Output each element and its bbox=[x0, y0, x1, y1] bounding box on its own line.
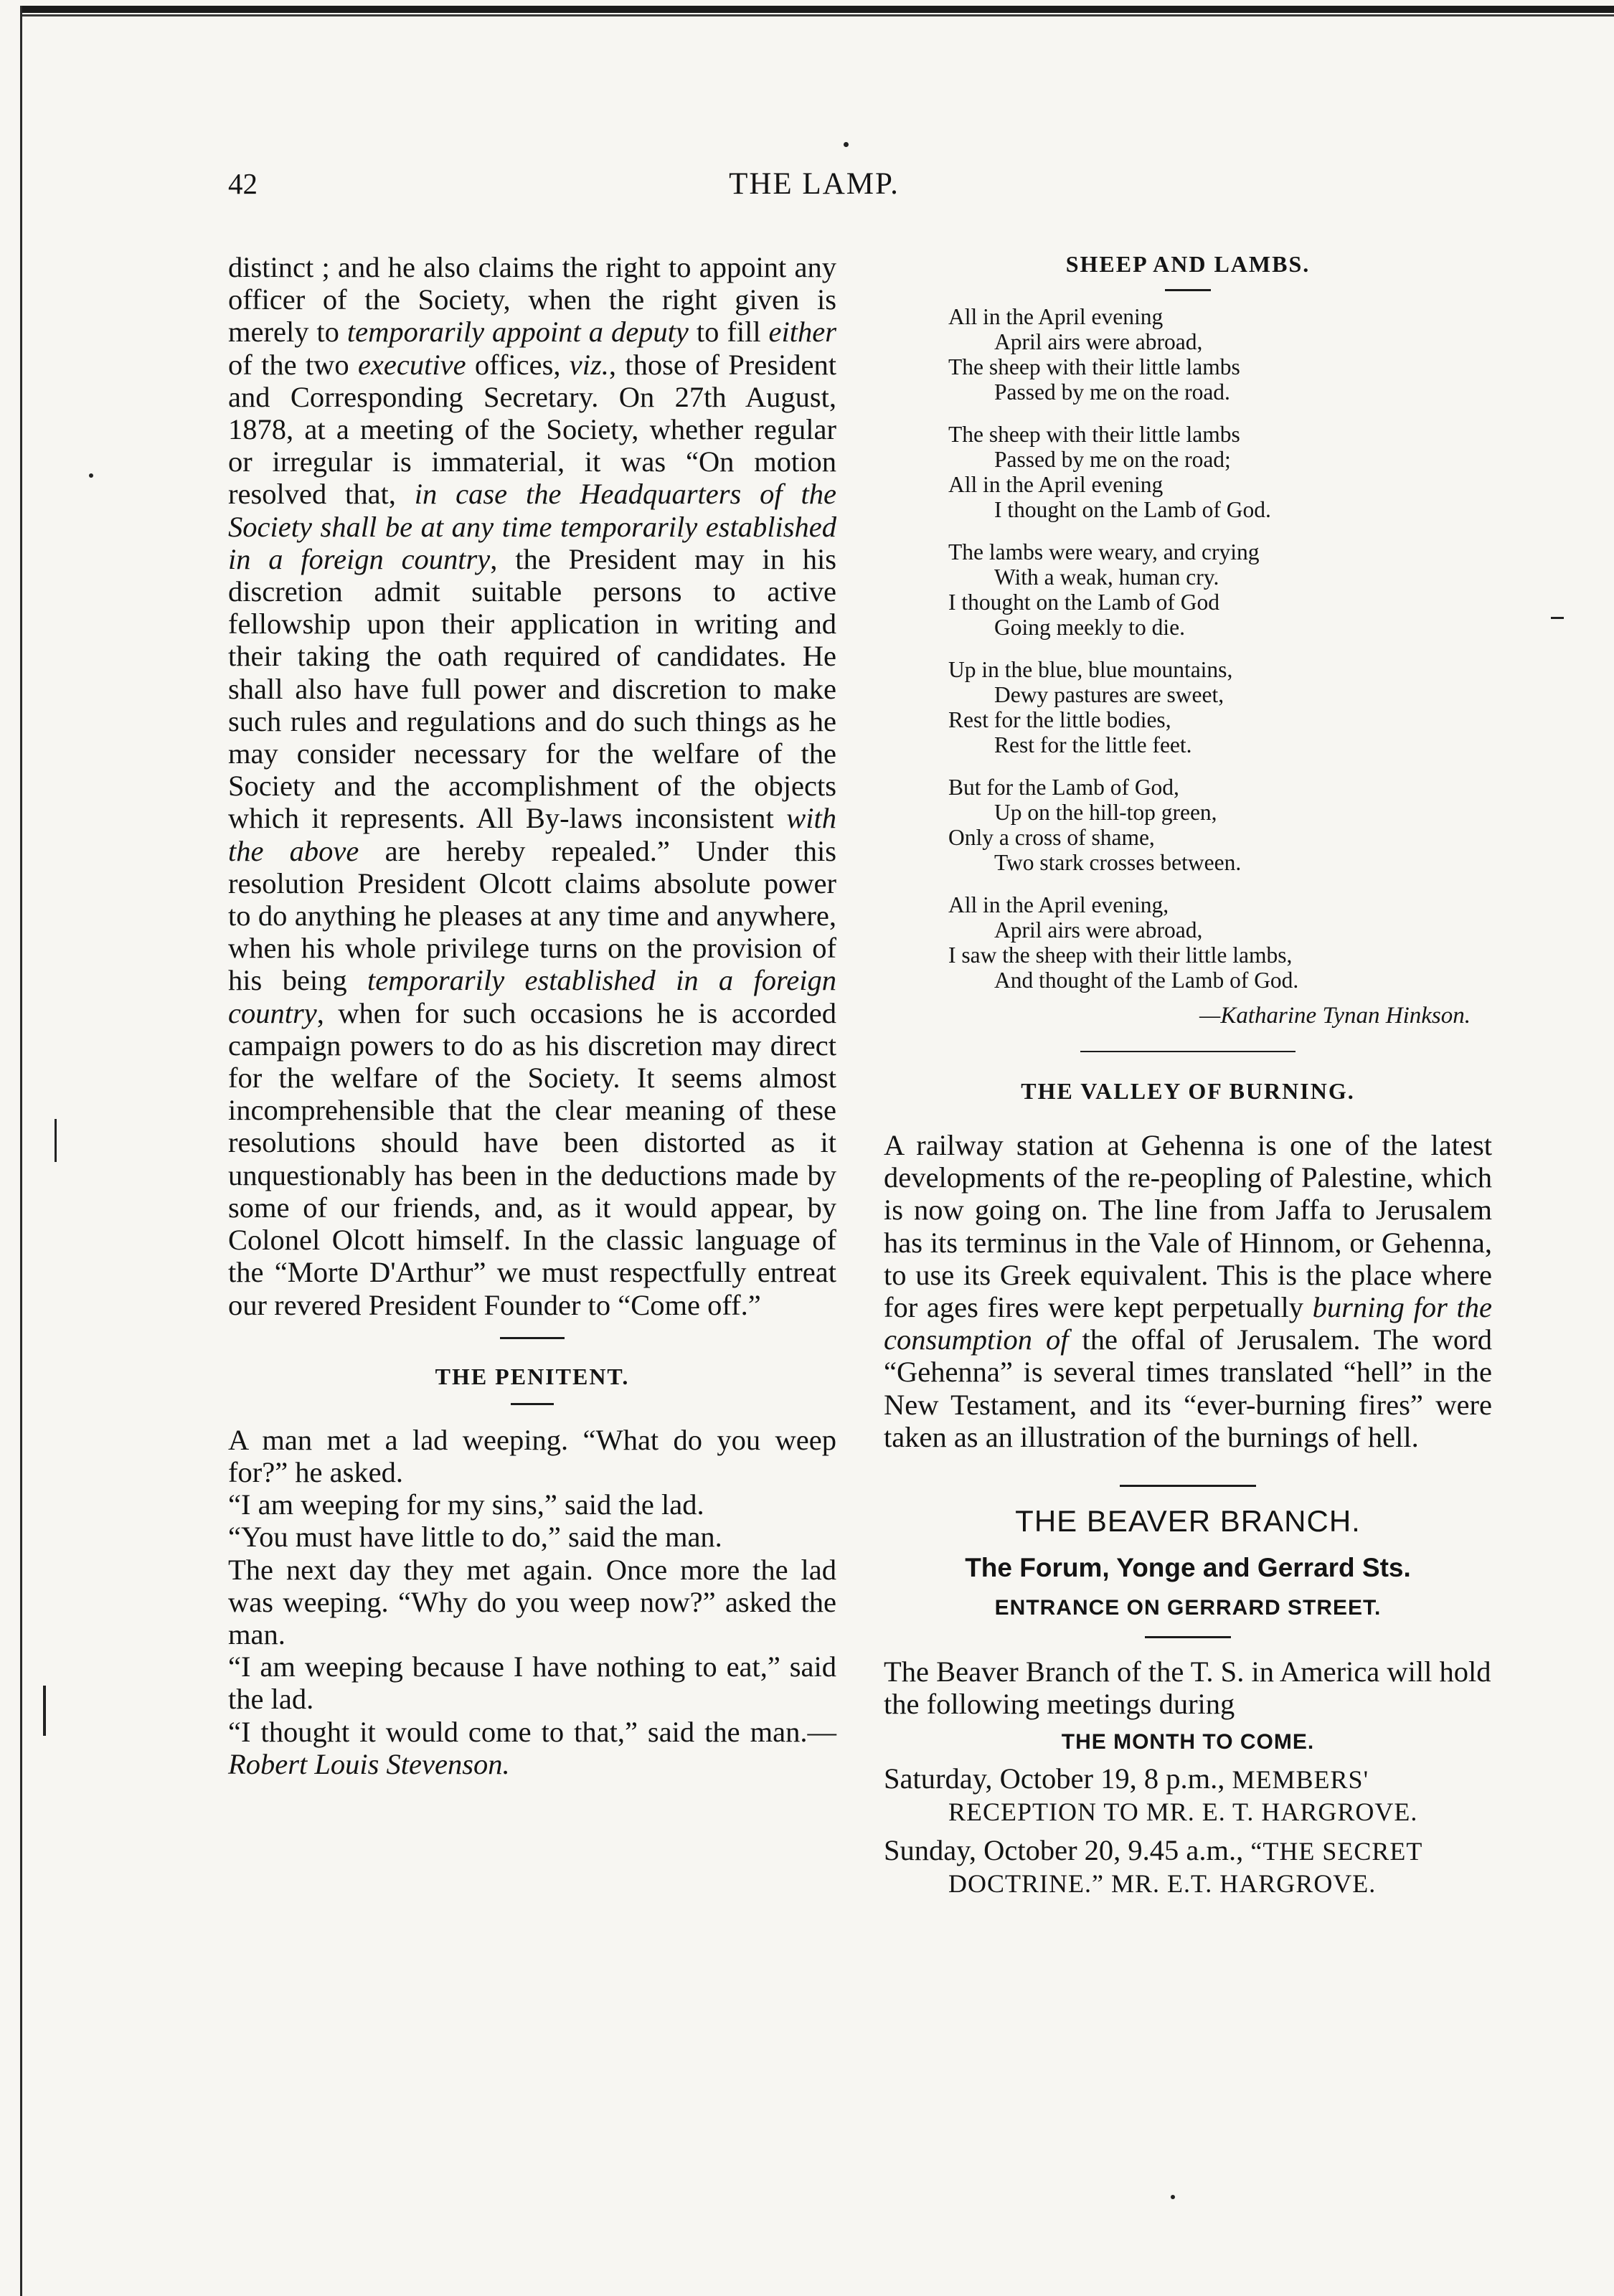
penitent-title: THE PENITENT. bbox=[435, 1363, 630, 1389]
month-heading: THE MONTH TO COME. bbox=[1061, 1730, 1315, 1754]
section-divider bbox=[1080, 1051, 1296, 1052]
penitent-author: Robert Louis Stevenson. bbox=[228, 1747, 510, 1780]
penitent-last-text: “I thought it would come to that,” said the man.— bbox=[228, 1715, 836, 1748]
poem-stanza bbox=[948, 657, 1492, 757]
penitent-paragraph: “I am weeping because I have nothing to eat,” said the lad. bbox=[228, 1650, 836, 1716]
event-item bbox=[884, 1835, 1492, 1899]
poem-line: All in the April evening, bbox=[948, 892, 1169, 917]
running-title: THE LAMP. bbox=[729, 167, 900, 201]
italic-run: temporarily established in a foreign country bbox=[228, 964, 837, 1029]
penitent-body bbox=[228, 1424, 836, 1780]
event-when: Saturday, October 19, 8 p.m., bbox=[884, 1762, 1225, 1795]
beaver-intro: The Beaver Branch of the T. S. in America will hold the following meetings during bbox=[884, 1655, 1491, 1721]
beaver-intro-block bbox=[884, 1655, 1492, 1720]
poem-line: All in the April evening bbox=[948, 304, 1164, 329]
poem-stanza bbox=[948, 422, 1492, 522]
valley-paragraph bbox=[884, 1129, 1492, 1453]
penitent-paragraph-last bbox=[228, 1716, 836, 1780]
event-when: Sunday, October 20, 9.45 a.m., bbox=[884, 1834, 1244, 1867]
text-run: are hereby repealed.” Under this resolution President Olcott claims absolute power to do anything he pleases at any time and anywhere, when his whole privilege turns on the provision of his being bbox=[228, 834, 836, 997]
ink-speck bbox=[844, 142, 849, 147]
top-scan-border-thin bbox=[22, 14, 1614, 16]
left-scan-edge bbox=[20, 6, 22, 2296]
poem-line: April airs were abroad, bbox=[994, 917, 1203, 943]
sheep-title: SHEEP AND LAMBS. bbox=[1065, 251, 1311, 277]
beaver-branch-entrance: ENTRANCE ON GERRARD STREET. bbox=[994, 1596, 1382, 1620]
poem-line: The lambs were weary, and crying bbox=[948, 539, 1260, 564]
poem-line: And thought of the Lamb of God. bbox=[994, 968, 1299, 993]
text-run: the offal of Jerusalem. The word “Gehenna” is several times translated “hell” in the New Testament, and its “ever-burning fires” were taken as an illustration of the burnings of hell. bbox=[884, 1323, 1492, 1453]
text-run: of the two bbox=[228, 348, 358, 381]
beaver-branch-title: THE BEAVER BRANCH. bbox=[1015, 1504, 1361, 1539]
section-divider bbox=[500, 1337, 565, 1339]
valley-body bbox=[884, 1129, 1492, 1453]
ink-speck bbox=[1171, 2195, 1175, 2199]
poem-line: April airs were abroad, bbox=[994, 329, 1203, 354]
poem-line: All in the April evening bbox=[948, 472, 1164, 497]
ink-speck bbox=[89, 473, 93, 478]
penitent-paragraph: “You must have little to do,” said the man. bbox=[228, 1521, 722, 1554]
italic-run: viz. bbox=[569, 348, 609, 381]
poem-line: I saw the sheep with their little lambs, bbox=[948, 943, 1293, 968]
poem-line: But for the Lamb of God, bbox=[948, 775, 1179, 800]
text-run: , the President may in his discretion admit suitable persons to active fellowship upon their application in writing and their taking the oath required of candidates. He shall also have full power and discretion to make such rules and regulations and do such things as he may consider necessary for the welfare of the Society and the accomplishment of the objects which it represents. All By-laws inconsistent bbox=[228, 542, 836, 835]
poem-line: Going meekly to die. bbox=[994, 615, 1185, 640]
poem-line: Passed by me on the road. bbox=[994, 379, 1230, 405]
section-divider bbox=[1120, 1485, 1256, 1487]
page-number: 42 bbox=[228, 167, 258, 200]
poem-stanza bbox=[948, 892, 1492, 993]
left-column bbox=[228, 251, 836, 1780]
penitent-paragraph: The next day they met again. Once more the lad was weeping. “Why do you weep now?” asked the man. bbox=[228, 1553, 836, 1650]
text-run: , those of President and Corresponding Secretary. On 27th August, 1878, at a meeting of the Society, whether regular or irregular is immaterial, it was “On motion resolved that, bbox=[228, 348, 836, 511]
poem-line: Up in the blue, blue mountains, bbox=[948, 657, 1233, 682]
ink-speck bbox=[55, 1119, 57, 1162]
italic-run: with the above bbox=[228, 802, 836, 867]
top-scan-border bbox=[22, 6, 1614, 13]
valley-title: THE VALLEY OF BURNING. bbox=[1021, 1078, 1355, 1104]
poem-line: With a weak, human cry. bbox=[994, 564, 1219, 590]
title-underline bbox=[1145, 1636, 1231, 1638]
italic-run: either bbox=[768, 316, 837, 349]
poem-attribution: —Katharine Tynan Hinkson. bbox=[1199, 1003, 1471, 1029]
ink-speck bbox=[43, 1686, 46, 1736]
text-run: offices, bbox=[466, 348, 570, 381]
ink-speck bbox=[1551, 617, 1564, 619]
event-item bbox=[884, 1763, 1492, 1828]
poem-stanza bbox=[948, 539, 1492, 640]
text-run: , when for such occasions he is accorded campaign powers to do as his discretion may direct for the welfare of the Society. It seems almost incomprehensible that the clear meaning of these resolutions should have been distorted as it unquestionably has been in the deductions made by some of our friends, and, as it would appear, by Colonel Olcott himself. In the classic language of the “Morte D'Arthur” we must respectfully entreat our revered President Founder to “Come off.” bbox=[228, 996, 836, 1321]
beaver-branch-subtitle: The Forum, Yonge and Gerrard Sts. bbox=[965, 1553, 1411, 1583]
poem-line: Dewy pastures are sweet, bbox=[994, 682, 1224, 707]
sheep-poem bbox=[948, 304, 1492, 993]
poem-line: Only a cross of shame, bbox=[948, 825, 1155, 850]
poem-stanza bbox=[948, 775, 1492, 875]
poem-line: Up on the hill-top green, bbox=[994, 800, 1217, 825]
poem-line: Passed by me on the road; bbox=[994, 447, 1231, 472]
penitent-paragraph: “I am weeping for my sins,” said the lad. bbox=[228, 1488, 704, 1521]
text-run: distinct ; and he also claims the right to appoint any officer of the Society, when the right given is merely to bbox=[228, 251, 836, 349]
title-underline bbox=[1165, 289, 1211, 291]
italic-run: executive bbox=[357, 348, 466, 381]
text-run: A railway station at Gehenna is one of the latest developments of the re-peopling of Palestine, which is now going on. The line from Jaffa to Jerusalem has its terminus in the Vale of Hinnom, or Gehenna, to use its Greek equivalent. This is the place where for ages fires were kept perpetually bbox=[884, 1129, 1492, 1324]
poem-line: The sheep with their little lambs bbox=[948, 354, 1240, 379]
poem-line: Rest for the little feet. bbox=[994, 732, 1192, 757]
right-column bbox=[884, 251, 1492, 1907]
title-underline bbox=[511, 1403, 554, 1405]
event-what: MEMBERS' RECEPTION TO MR. E. T. HARGROVE. bbox=[948, 1765, 1418, 1827]
poem-line: Two stark crosses between. bbox=[994, 850, 1242, 875]
penitent-paragraph: A man met a lad weeping. “What do you weep for?” he asked. bbox=[228, 1423, 836, 1488]
poem-line: Rest for the little bodies, bbox=[948, 707, 1171, 732]
text-run: to fill bbox=[688, 316, 769, 349]
poem-line: I thought on the Lamb of God. bbox=[994, 497, 1271, 522]
event-what: “THE SECRET DOCTRINE.” MR. E.T. HARGROVE. bbox=[948, 1837, 1422, 1899]
italic-run: in case the Headquarters of the Society shall be at any time temporarily established in a foreign country bbox=[228, 478, 836, 575]
italic-run: burning for the consumption of bbox=[884, 1291, 1492, 1356]
poem-line: The sheep with their little lambs bbox=[948, 422, 1240, 447]
article-continuation bbox=[228, 251, 836, 1321]
poem-stanza bbox=[948, 304, 1492, 405]
poem-line: I thought on the Lamb of God bbox=[948, 590, 1219, 615]
italic-run: temporarily appoint a deputy bbox=[346, 316, 689, 349]
